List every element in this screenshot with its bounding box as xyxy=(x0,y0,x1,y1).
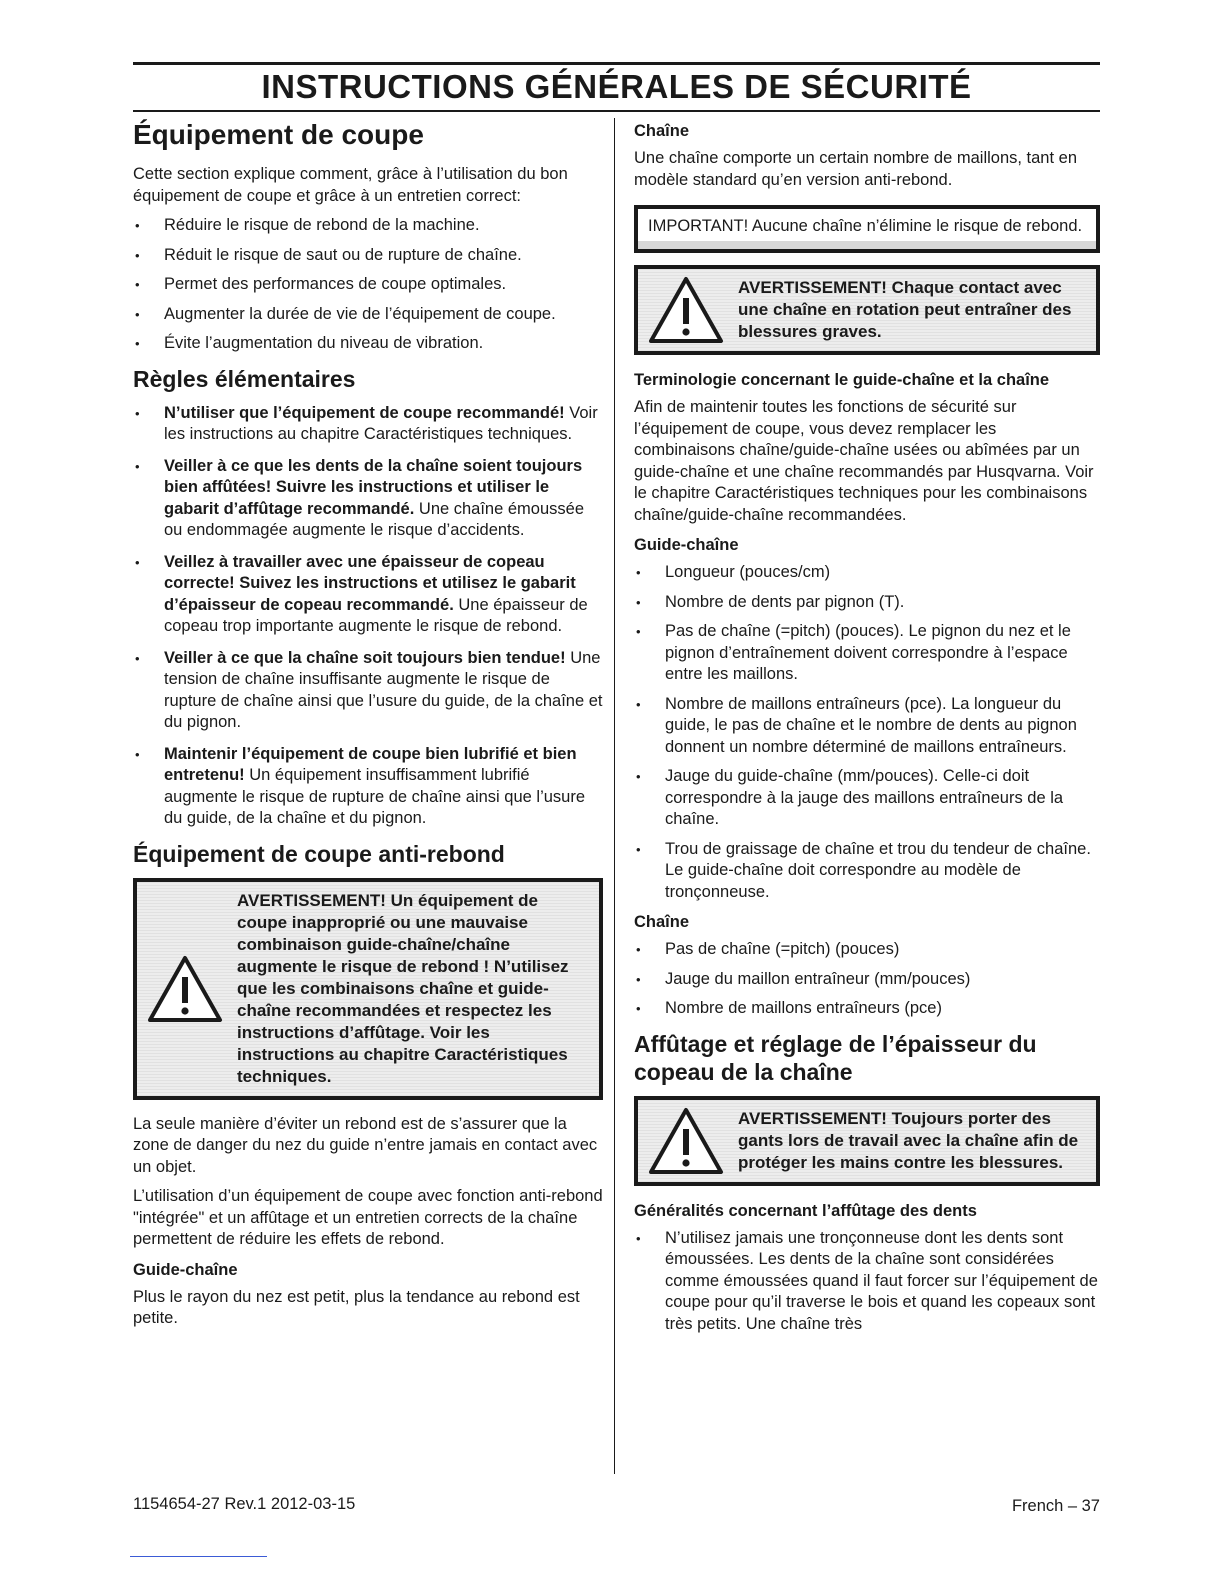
rule-bold: N’utiliser que l’équipement de coupe recommandé! xyxy=(164,403,565,422)
guide-bar-list xyxy=(634,562,1100,903)
rule-bold: Veiller à ce que la chaîne soit toujours bien tendue! xyxy=(164,648,566,667)
column-divider xyxy=(614,118,615,1474)
list-item xyxy=(133,456,603,542)
rule-text: Une tension de chaîne insuffisante augmente le risque de rupture de chaîne ainsi que l’usure du guide, de la chaîne et du pignon. xyxy=(164,648,603,731)
list-item: • Jauge du maillon entraîneur (mm/pouces) xyxy=(634,969,1100,991)
warning-box-anti-kickback xyxy=(133,878,603,1100)
list-item: • Nombre de dents par pignon (T). xyxy=(634,592,1100,614)
paragraph: Une chaîne comporte un certain nombre de maillons, tant en modèle standard qu’en version anti-rebond. xyxy=(634,149,1078,189)
rule-text: Une épaisseur de copeau trop importante augmente le risque de rebond. xyxy=(164,595,588,635)
rule-bold: Veillez à travailler avec une épaisseur de copeau correcte! Suivez les instructions et utilisez le gabarit d’épaisseur de copeau recommandé. xyxy=(164,552,576,614)
subheading-guide-bar: Guide-chaîne xyxy=(133,1260,238,1279)
left-column xyxy=(133,118,603,1338)
subheading-teeth-sharpening: Généralités concernant l’affûtage des dents xyxy=(634,1201,977,1220)
section-heading-basic-rules: Règles élémentaires xyxy=(133,365,356,392)
section-heading-sharpening: Affûtage et réglage de l’épaisseur du copeau de la chaîne xyxy=(634,1030,1037,1085)
list-item: • Pas de chaîne (=pitch) (pouces) xyxy=(634,939,1100,961)
list-item xyxy=(133,648,603,734)
rules-list xyxy=(133,403,603,830)
teeth-list xyxy=(634,1228,1100,1336)
list-item: • Réduit le risque de saut ou de rupture de chaîne. xyxy=(133,245,603,267)
right-column xyxy=(634,118,1100,1343)
warning-text: AVERTISSEMENT! Un équipement de coupe inapproprié ou une mauvaise combinaison guide-chaîne/chaîne augmente le risque de rebond ! N’utilisez que les combinaisons chaîne et guide-chaîne recommandées et respectez les instructions d’affûtage. Voir les instructions au chapitre Caractéristiques techniques. xyxy=(237,890,569,1086)
rule-bold: Veiller à ce que les dents de la chaîne soient toujours bien affûtées! Suivre les instructions et utiliser le gabarit d’affûtage recommandé. xyxy=(164,456,583,518)
list-item: • Pas de chaîne (=pitch) (pouces). Le pignon du nez et le pignon d’entraînement doivent correspondre à l’espace entre les maillons. xyxy=(634,621,1100,686)
section-heading-cutting-equipment: Équipement de coupe xyxy=(133,119,424,150)
list-item xyxy=(133,403,603,446)
section-heading-anti-kickback: Équipement de coupe anti-rebond xyxy=(133,840,505,867)
list-item: • Nombre de maillons entraîneurs (pce) xyxy=(634,998,1100,1020)
list-item: • Augmenter la durée de vie de l’équipement de coupe. xyxy=(133,304,603,326)
header-rule-top xyxy=(133,62,1100,65)
document-reference: 1154654-27 Rev.1 2012-03-15 xyxy=(133,1495,356,1513)
rule-text: Une chaîne émoussée ou endommagée augmente le risque d’accidents. xyxy=(164,499,585,539)
rule-text: Un équipement insuffisamment lubrifié augmente le risque de rupture de chaîne ainsi que l’usure du guide, de la chaîne et du pignon. xyxy=(164,766,586,827)
page-number: French – 37 xyxy=(1011,1497,1100,1515)
intro-paragraph: Cette section explique comment, grâce à l’utilisation du bon équipement de coupe et grâce à un entretien correct: xyxy=(133,165,568,205)
list-item xyxy=(133,744,603,830)
list-item: • Jauge du guide-chaîne (mm/pouces). Celle-ci doit correspondre à la jauge des maillons entraîneurs de la chaîne. xyxy=(634,766,1100,831)
important-box xyxy=(634,205,1100,253)
list-item: • Permet des performances de coupe optimales. xyxy=(133,274,603,296)
warning-text: AVERTISSEMENT! Chaque contact avec une chaîne en rotation peut entraîner des blessures graves. xyxy=(738,278,1072,341)
list-item: • Réduire le risque de rebond de la machine. xyxy=(133,215,603,237)
warning-text: AVERTISSEMENT! Toujours porter des gants lors de travail avec la chaîne afin de protéger les mains contre les blessures. xyxy=(738,1108,1079,1172)
paragraph: La seule manière d’éviter un rebond est de s’assurer que la zone de danger du nez du guide n’entre jamais en contact avec un objet. xyxy=(133,1114,598,1176)
intro-list xyxy=(133,215,603,355)
list-item: • Longueur (pouces/cm) xyxy=(634,562,1100,584)
header-rule-bottom xyxy=(133,110,1100,112)
subheading-chain: Chaîne xyxy=(634,122,690,140)
subheading-guide-bar: Guide-chaîne xyxy=(634,536,739,554)
list-item: • Évite l’augmentation du niveau de vibration. xyxy=(133,333,603,355)
footer-underline xyxy=(130,1556,267,1557)
paragraph: L’utilisation d’un équipement de coupe avec fonction anti-rebond "intégrée" et un affûtage et un entretien corrects de la chaîne permettent de réduire les effets de rebond. xyxy=(133,1187,603,1248)
warning-triangle-icon xyxy=(147,955,223,1023)
warning-box-rotating-chain xyxy=(634,265,1100,355)
rule-text: Voir les instructions au chapitre Caractéristiques techniques. xyxy=(164,403,598,443)
list-item: • Nombre de maillons entraîneurs (pce). La longueur du guide, le pas de chaîne et le nombre de dents au pignon donnent un nombre déterminé de maillons entraîneurs. xyxy=(634,694,1100,759)
chain-list xyxy=(634,939,1100,1020)
list-item xyxy=(133,552,603,638)
page-title: INSTRUCTIONS GÉNÉRALES DE SÉCURITÉ xyxy=(261,68,972,105)
warning-triangle-icon xyxy=(648,276,724,344)
warning-box-gloves xyxy=(634,1096,1100,1186)
important-text: IMPORTANT! Aucune chaîne n’élimine le risque de rebond. xyxy=(648,217,1083,235)
subheading-chain: Chaîne xyxy=(634,913,690,931)
paragraph: Plus le rayon du nez est petit, plus la tendance au rebond est petite. xyxy=(133,1287,580,1327)
paragraph: Afin de maintenir toutes les fonctions de sécurité sur l’équipement de coupe, vous devez remplacer les combinaisons chaîne/guide-chaîne usées ou abîmées par un guide-chaîne et une chaîne recommandés par Husqvarna. Voir le chapitre Caractéristiques techniques pour les combinaisons chaîne/guide-chaîne recommandées. xyxy=(634,398,1094,524)
subheading-terminology: Terminologie concernant le guide-chaîne et la chaîne xyxy=(634,371,1050,389)
list-item: • N’utilisez jamais une tronçonneuse dont les dents sont émoussées. Les dents de la chaîne sont considérées comme émoussées quand il faut forcer sur l’équipement de coupe pour qu’il traverse le bois et quand les copeaux sont très petits. Une chaîne très xyxy=(634,1228,1100,1336)
list-item: • Trou de graissage de chaîne et trou du tendeur de chaîne. Le guide-chaîne doit correspondre au modèle de tronçonneuse. xyxy=(634,839,1100,904)
rule-bold: Maintenir l’équipement de coupe bien lubrifié et bien entretenu! xyxy=(164,744,577,784)
warning-triangle-icon xyxy=(648,1107,724,1175)
